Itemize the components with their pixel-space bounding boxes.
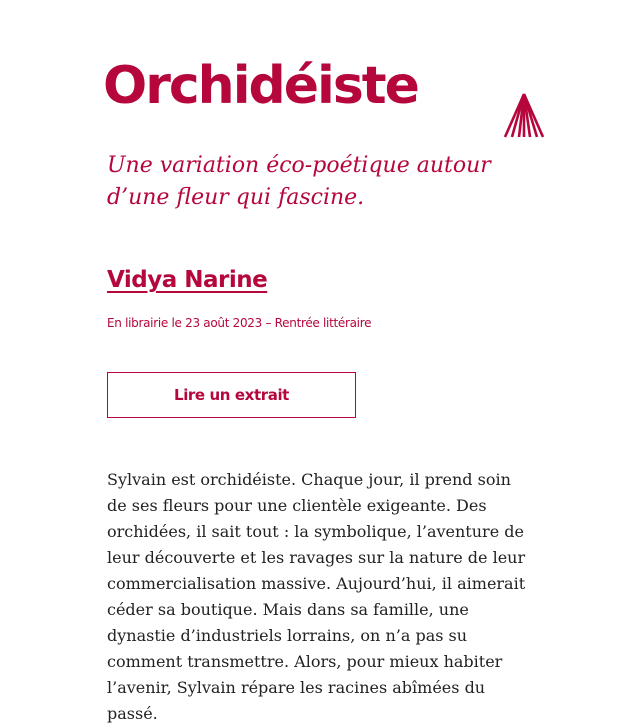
book-title: Orchidéiste — [103, 56, 418, 116]
publisher-logo-icon — [503, 93, 545, 138]
book-tagline: Une variation éco-poétique autour d’une fleur qui fascine. — [107, 153, 491, 210]
author-link[interactable]: Vidya Narine — [107, 267, 268, 293]
release-info: En librairie le 23 août 2023 – Rentrée littéraire — [107, 316, 372, 330]
book-summary: Sylvain est orchidéiste. Chaque jour, il prend soin de ses fleurs pour une clientèle exigeante. Des orchidées, il sait tout : la symbolique, l’aventure de leur découverte et les ravages sur la nature de leur commercialisation massive. Aujourd’hui, il aimerait céder sa boutique. Mais dans sa famille, une dynastie d’industriels lorrains, on n’a pas su comment transmettre. Alors, pour mieux habiter l’avenir, Sylvain répare les racines abîmées du passé. — [107, 470, 526, 723]
read-excerpt-button[interactable]: Lire un extrait — [107, 372, 356, 418]
